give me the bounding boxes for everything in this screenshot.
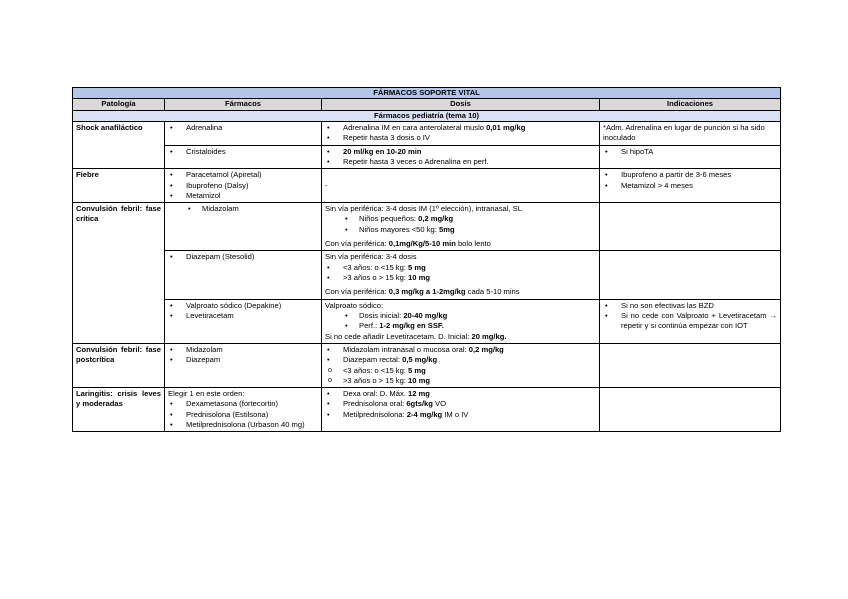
drug-cell (165, 169, 322, 203)
dose-line: Sin vía periférica: 3-4 dosis (325, 252, 417, 262)
table-row (73, 388, 781, 432)
indication-cell (600, 145, 781, 169)
list-item: • Diazepam rectal: 0,5 mg/kg (325, 355, 596, 365)
indication-cell (600, 169, 781, 203)
list-item: • Valproato sódico (Depakine) (168, 301, 318, 311)
drug-cell (165, 343, 322, 387)
list-item: • Si no son efectivas las BZD (603, 301, 777, 311)
drug-cell (165, 251, 322, 299)
list-item: • Dexametasona (fortecortin) (168, 399, 318, 409)
table-row (73, 145, 781, 169)
drug-cell (165, 388, 322, 432)
list-item: • Prednisolona (Estilsona) (168, 410, 318, 420)
table-title: FÁRMACOS SOPORTE VITAL (73, 88, 781, 99)
pathology-cell: Convulsión febril: fase postcrítica (73, 343, 165, 387)
list-item: • Metamizol > 4 meses (603, 181, 777, 191)
dose-cell (322, 299, 600, 343)
table-row (73, 169, 781, 203)
pathology-cell: Fiebre (73, 169, 165, 203)
dose-cell (322, 121, 600, 145)
list-item: • Midazolam (168, 345, 318, 355)
dose-cell (322, 203, 600, 251)
list-item: • Ibuprofeno a partir de 3-6 meses (603, 170, 777, 180)
list-item: • Repetir hasta 3 dosis o IV (325, 133, 596, 143)
list-item: • Si hipoTA (603, 147, 777, 157)
list-item: • Prednisolona oral: 6gts/kg VO (325, 399, 596, 409)
header-doses: Dosis (322, 99, 600, 110)
pathology-cell: Laringitis: crisis leves y moderadas (73, 388, 165, 432)
list-item: • Repetir hasta 3 veces o Adrenalina en perf. (325, 157, 596, 167)
list-item: • >3 años o > 15 kg: 10 mg (325, 273, 596, 283)
table-row (73, 251, 781, 299)
dose-line: Con vía periférica: 0,3 mg/kg a 1-2mg/kg cada 5-10 mins (325, 287, 520, 297)
header-drugs: Fármacos (165, 99, 322, 110)
table-row (73, 343, 781, 387)
list-item: • <3 años: o <15 kg: 5 mg (325, 263, 596, 273)
list-item: o <3 años: o <15 kg: 5 mg (325, 366, 596, 376)
list-item: • Paracetamol (Apiretal) (168, 170, 318, 180)
indication-cell (600, 388, 781, 432)
indication-cell (600, 203, 781, 251)
dose-cell (322, 388, 600, 432)
list-item: • 20 ml/kg en 10-20 min (325, 147, 596, 157)
dose-cell: - (322, 169, 600, 203)
indication-cell (600, 343, 781, 387)
list-item: • Dexa oral: D. Máx. 12 mg (325, 389, 596, 399)
list-item: • Niños pequeños: 0,2 mg/kg (325, 214, 596, 224)
list-item: • Metamizol (168, 191, 318, 201)
list-item: • Cristaloides (168, 147, 318, 157)
pathology-cell: Convulsión febril: fase crítica (73, 203, 165, 344)
drug-table (72, 87, 781, 432)
drug-cell (165, 299, 322, 343)
list-item: • Niños mayores <50 kg: 5mg (325, 225, 596, 235)
indication-cell (600, 251, 781, 299)
list-item: • Si no cede con Valproato + Levetiracetam → repetir y si continúa empezar con IOT (603, 311, 777, 332)
drug-cell (165, 203, 322, 251)
indication-cell (600, 299, 781, 343)
dose-cell (322, 251, 600, 299)
dose-line: Si no cede añadir Levetiracetam. D. Inicial: 20 mg/kg. (325, 331, 507, 341)
list-item: • Levetiracetam (168, 311, 318, 321)
list-item: • Metilprednisolona (Urbason 40 mg) (168, 420, 318, 430)
drug-cell (165, 121, 322, 145)
drug-cell (165, 145, 322, 169)
list-item: • Perf.: 1-2 mg/kg en SSF. (325, 321, 596, 331)
dose-cell (322, 145, 600, 169)
list-item: • Diazepam (Stesolid) (168, 252, 318, 262)
header-pathology: Patología (73, 99, 165, 110)
list-item: • Metilprednisolona: 2-4 mg/kg IM o IV (325, 410, 596, 420)
list-item: • Midazolam intranasal o mucosa oral: 0,2 mg/kg (325, 345, 596, 355)
indication-cell: *Adm. Adrenalina en lugar de punción si ha sido inoculado (600, 121, 781, 145)
dose-line: Con vía periférica: 0,1mg/Kg/5-10 min bolo lento (325, 239, 491, 249)
dose-line: Valproato sódico: (325, 300, 384, 310)
section-title: Fármacos pediatría (tema 10) (73, 110, 781, 121)
list-item: • Diazepam (168, 355, 318, 365)
list-item: • Midazolam (168, 204, 318, 214)
pathology-cell: Shock anafiláctico (73, 121, 165, 168)
dose-line: Sin vía periférica: 3-4 dosis IM (1º elección), intranasal, SL (325, 204, 522, 214)
table-row (73, 121, 781, 145)
table-row (73, 203, 781, 251)
dose-cell (322, 343, 600, 387)
drug-intro: Elegir 1 en este orden: (168, 389, 245, 399)
header-indications: Indicaciones (600, 99, 781, 110)
list-item: o >3 años o > 15 kg: 10 mg (325, 376, 596, 386)
list-item: • Adrenalina (168, 123, 318, 133)
list-item: • Ibuprofeno (Dalsy) (168, 181, 318, 191)
list-item: • Dosis inicial: 20-40 mg/kg (325, 311, 596, 321)
table-row (73, 299, 781, 343)
list-item: • Adrenalina IM en cara anterolateral muslo 0,01 mg/kg (325, 123, 596, 133)
